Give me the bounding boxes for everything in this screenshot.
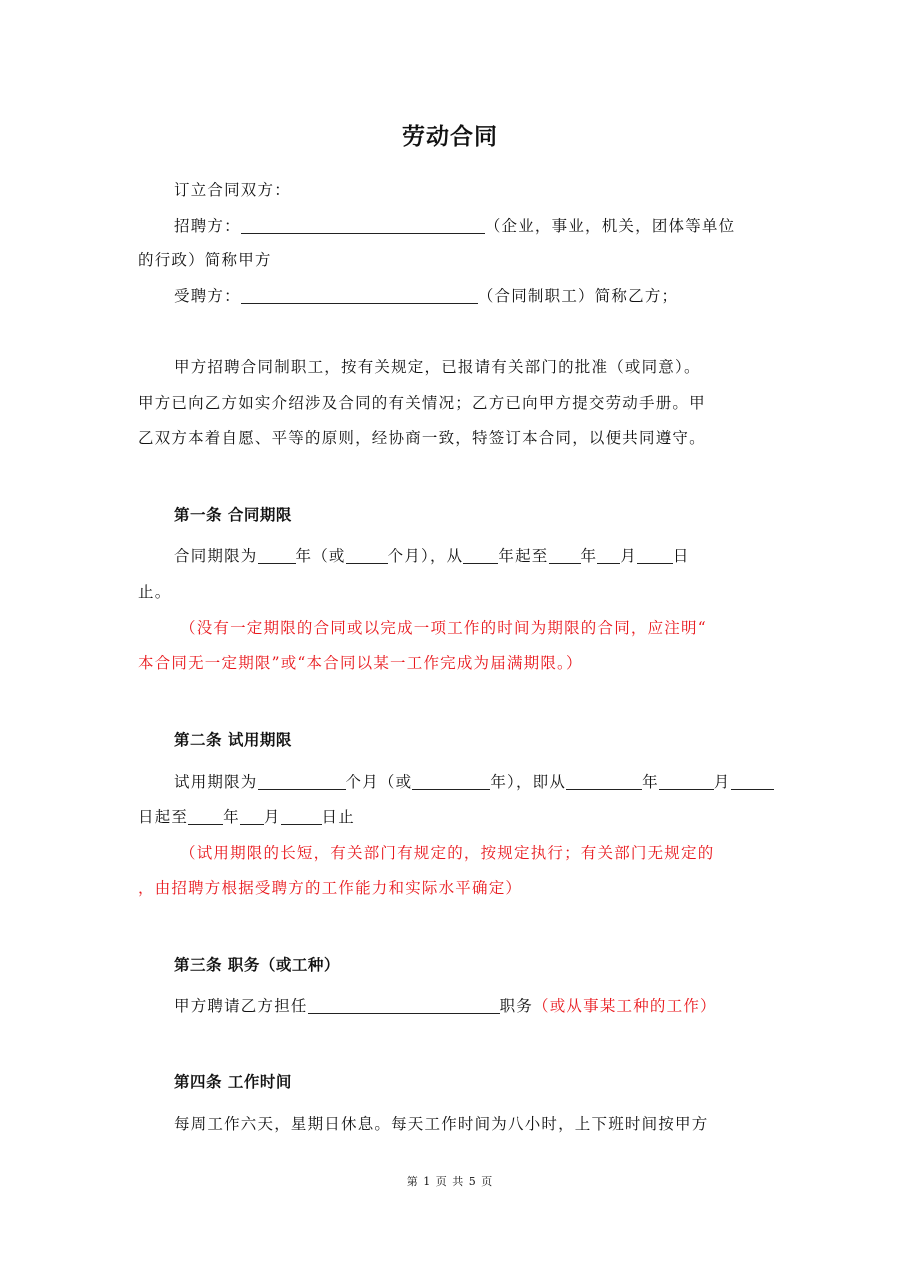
article2-note-cont: ，由招聘方根据受聘方的工作能力和实际水平确定） (138, 879, 523, 897)
preamble-line: 乙双方本着自愿、平等的原则，经协商一致，特签订本合同，以便共同遵守。 (138, 429, 706, 447)
text: 年（或 (295, 547, 346, 565)
text: 年），即从 (490, 773, 567, 791)
trial-start-year-blank[interactable] (566, 773, 642, 790)
article1-line (174, 546, 690, 566)
text: 日 (672, 547, 690, 565)
article2-line2 (138, 807, 355, 827)
article2-note: （试用期限的长短，有关部门有规定的，按规定执行；有关部门无规定的 (180, 844, 715, 862)
article4-line: 每周工作六天，星期日休息。每天工作时间为八小时，上下班时间按甲方 (174, 1115, 709, 1133)
years-blank[interactable] (258, 547, 296, 564)
trial-start-day-blank[interactable] (731, 773, 774, 790)
text: 年 (580, 547, 598, 565)
document-title: 劳动合同 (402, 124, 498, 150)
employee-line (174, 286, 678, 306)
parties-intro: 订立合同双方： (174, 181, 291, 199)
text: 个月），从 (387, 547, 464, 565)
trial-end-year-blank[interactable] (188, 808, 223, 825)
employee-blank[interactable] (241, 287, 478, 304)
article2-heading: 第二条 试用期限 (174, 731, 292, 749)
article2-line (174, 772, 774, 792)
trial-years-blank[interactable] (412, 773, 490, 790)
article1-heading: 第一条 合同期限 (174, 506, 292, 524)
trial-end-day-blank[interactable] (281, 808, 322, 825)
trial-end-month-blank[interactable] (240, 808, 264, 825)
text: 年起至 (498, 547, 549, 565)
text: 日起至 (138, 808, 189, 826)
position-blank[interactable] (308, 997, 500, 1014)
text: 个月（或 (345, 773, 413, 791)
text: 月 (713, 773, 731, 791)
trial-start-month-blank[interactable] (659, 773, 714, 790)
text: 月 (620, 547, 637, 565)
start-year-blank[interactable] (463, 547, 498, 564)
employer-line (174, 216, 735, 236)
text: 年 (223, 808, 240, 826)
preamble-line: 甲方招聘合同制职工，按有关规定，已报请有关部门的批准（或同意）。 (174, 358, 701, 376)
article3-note: （或从事某工种的工作） (533, 997, 717, 1015)
article3-heading: 第三条 职务（或工种） (174, 956, 340, 974)
article1-note: （没有一定期限的合同或以完成一项工作的时间为期限的合同，应注明“ (180, 619, 707, 637)
text: 年 (642, 773, 659, 791)
text: 甲方聘请乙方担任 (174, 997, 308, 1015)
article1-line-end: 止。 (138, 583, 172, 601)
end-year-blank[interactable] (549, 547, 581, 564)
end-month-blank[interactable] (597, 547, 620, 564)
end-day-blank[interactable] (637, 547, 673, 564)
employer-blank[interactable] (241, 217, 485, 234)
employer-note: （企业，事业，机关，团体等单位 (484, 217, 736, 235)
text: 试用期限为 (174, 773, 258, 791)
employer-label: 招聘方： (174, 217, 241, 235)
page-footer: 第 1 页 共 5 页 (406, 1175, 494, 1188)
text: 月 (263, 808, 281, 826)
article1-note-cont: 本合同无一定期限”或“本合同以某一工作完成为届满期限。） (138, 654, 583, 672)
employee-label: 受聘方： (174, 287, 241, 305)
text: 合同期限为 (174, 547, 258, 565)
article3-line (174, 996, 717, 1016)
employer-note-cont: 的行政）简称甲方 (138, 251, 272, 269)
trial-months-blank[interactable] (258, 773, 346, 790)
article4-heading: 第四条 工作时间 (174, 1073, 292, 1091)
text: 职务 (499, 997, 534, 1015)
preamble-line: 甲方已向乙方如实介绍涉及合同的有关情况；乙方已向甲方提交劳动手册。甲 (138, 394, 706, 412)
months-blank[interactable] (346, 547, 388, 564)
text: 日止 (321, 808, 355, 826)
employee-note: （合同制职工）简称乙方； (477, 287, 679, 305)
